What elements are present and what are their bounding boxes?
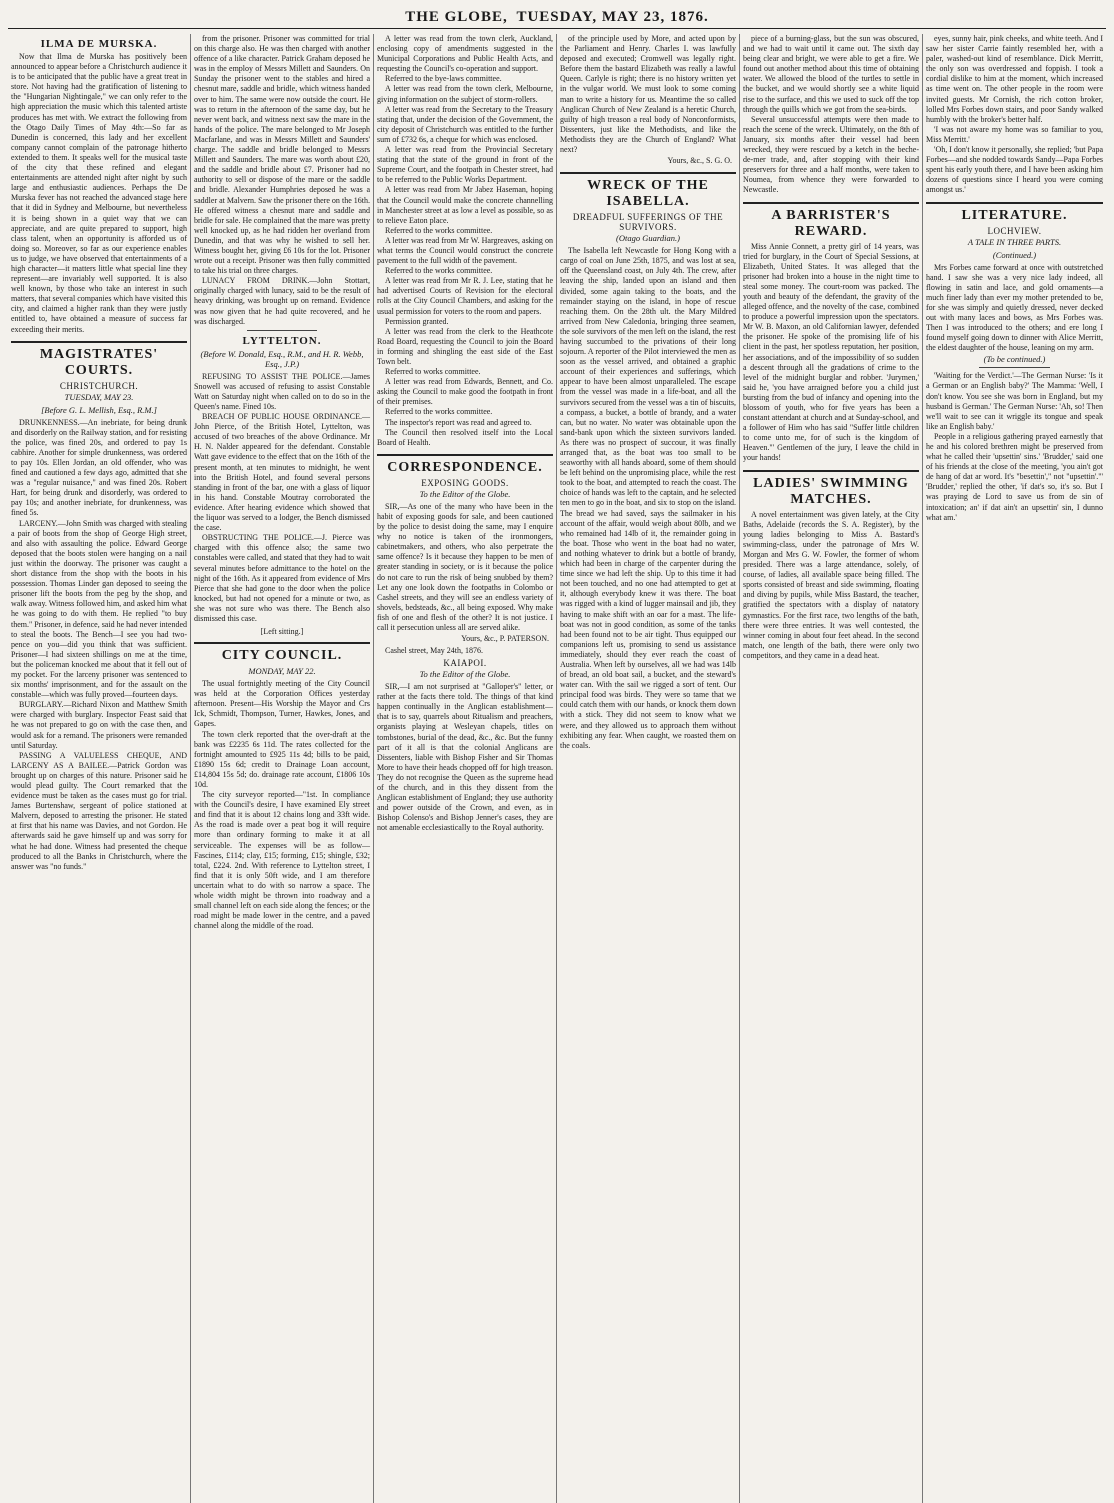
article-paragraph: Referred to the bye-laws committee. bbox=[385, 74, 502, 84]
article-paragraph: SIR,—I am not surprised at "Galloper's" letter, or rather at the facts there told. The things of that kind happen continually in the Anglican establishment—that is to say, quarrels about Ritualism and preachers, organists playing at Wesleyan chapels, titles on tombstones, burial of the dead, &c., &c. But the funny part of it all is that the colonial Anglicans are Dissenters, liable with Bishop Fisher and Sir Thomas More to have their heads chopped off for high treason. They do not recognise the Queen as the supreme head of the church, and in this they dissent from the Anglican establishment of England; they use authority and power outside of the Crown, and even, as in Bishop Colenso's and Bishop Jenner's cases, they are not amenable ecclesiastically to the Royal authority. bbox=[377, 682, 553, 833]
article-paragraph: A letter was read from the town clerk, Melbourne, giving information on the subject of storm-rollers. bbox=[377, 84, 553, 104]
article-paragraph: BURGLARY.—Richard Nixon and Matthew Smith were charged with burglary. Inspector Feast said that he was not prepared to go on with the case then, and would ask for a remand. The prisoners were remanded until Saturday. bbox=[11, 700, 187, 750]
article-paragraph: The Council then resolved itself into the Local Board of Health. bbox=[377, 427, 553, 447]
article-paragraph: The Isabella left Newcastle for Hong Kong with a cargo of coal on June 25th, 1875, and was lost at sea, off the Queensland coast, on July 4th. The crew, after leaving the ship, landed upon an island and then divided, some again taking to the boats, and the remainder staying on the island, in hope of rescue reaching them. On the 28th ult. the Mary Mildred arrived from New Caledonia, bringing three seamen, the sole survivors of the men left on the island, the rest having succumbed to the privations of their long sojourn. A reporter of the Pilot interviewed the men as soon as the vessel arrived, and obtained a graphic account of their experiences and sufferings, which appear to have been almost unparalleled. The escape from the vessel was made in a life-boat, and all the survivors secured from the vessel was a tin of biscuits, a compass, a bucket, a bottle of brandy, and a water can, but no water. No water was obtainable upon the sand-bank upon which the sixteen survivors landed. As there was no prospect of succour, it was finally arranged that, as the boat was too small to be seaworthy with all hands aboard, some of them should be left behind on the unpromising place, while the rest took to the boat, and attempted to reach the coast. The choice of hands was left to the captain, and he selected ten men to go in the boat, and six to stop on the island. The bread we had saved, says the sailmaker in his account of the affair, would weigh about 80lb, and we who remained had 14lb of it, the remainder going in the boat. Those who went in the boat had no water, and nothing whatever to drink but a bottle of brandy, which had been in charge of the carpenter during the time since we had left the ship. Up to this time it had not been touched, and no one had attempted to get at it, although everybody knew it was there. The boat was rigged with a kind of lugger mainsail and jib, they having to make shift with an oar for a mast. The life-boat was not in good condition, as some of the tanks had been found not to be air tight. Thus equipped our companions left us, promising to send us assistance immediately, should they ever reach the coast of Australia. When left by ourselves, all we had was 14lb of bread, an old boat sail, a bucket, and the steward's water can. With the sail we rigged a sort of tent. Our principal food was birds. They were so tame that we could catch them with our hands, or knock them down with a stick. They did not seem to know what we were, and they allowed us to approach them without exhibiting any fear. When caught, we roasted them on the coals. bbox=[560, 246, 736, 750]
article-paragraph: A letter was read from the Secretary to the Treasury stating that, under the decision of the Government, the city deposit of Christchurch was entitled to the further sum of £732 6s, a cheque for which was enclosed. bbox=[377, 104, 553, 144]
article-paragraph: The city surveyor reported—"1st. In compliance with the Council's desire, I have examined Ely street and find that it is about 12 chains long and 33ft wide. As the road is made over a peat bog it will require more than ordinary forming to make it at all serviceable. The expenses will be as follow—Fascines, £114; clay, £15; forming, £15; shingle, £32; total, £224. 2nd. With reference to Lyttelton street, I find that it is only 50ft wide, and I am therefore uncertain what to do with so narrow a space. The whole width might be thrown into roadway and a small channel left on each side along the fences; or the road might be made lower in the centre, and a paved channel along the middle of the road. bbox=[194, 790, 370, 931]
article-paragraph: Referred to works committee. bbox=[385, 367, 481, 377]
column-1 bbox=[8, 34, 191, 1503]
subheading: DREADFUL SUFFERINGS OF THE SURVIVORS. bbox=[572, 212, 724, 233]
continued-note: (Continued.) bbox=[992, 249, 1037, 260]
section-heading: MAGISTRATES' COURTS. bbox=[11, 341, 187, 379]
divider bbox=[247, 330, 317, 331]
masthead-date: TUESDAY, MAY 23, 1876. bbox=[516, 8, 709, 25]
section-heading: A BARRISTER'S REWARD. bbox=[743, 202, 919, 240]
column-2 bbox=[191, 34, 374, 1503]
section-heading: CORRESPONDENCE. bbox=[377, 454, 553, 476]
letter-dateline: Cashel street, May 24th, 1876. bbox=[385, 646, 483, 656]
column-3 bbox=[374, 34, 557, 1503]
article-paragraph: OBSTRUCTING THE POLICE.—J. Pierce was charged with this offence also; the same two constables were called, and stated that they had to wait several minutes before admittance to the hotel on the night of the 16th. As it appeared from evidence of Mrs Pierce that she had gone to the door when the police knocked, but had not opened for a minute or two, as she was not sure who was there. The Bench also dismissed this case. bbox=[194, 533, 370, 623]
section-heading: WRECK OF THE ISABELLA. bbox=[560, 172, 736, 210]
left-sitting-note: [Left sitting.] bbox=[260, 627, 304, 637]
article-paragraph: LUNACY FROM DRINK.—John Stottart, originally charged with lunacy, said to be the result of heavy drinking, was brought up on remand. Evidence was now given that he had quite recovered, and he was discharged. bbox=[194, 276, 370, 326]
letter-signature: Yours, &c., S. G. O. bbox=[667, 156, 732, 166]
article-paragraph: 'Oh, I don't know it personally, she replied; 'but Papa Forbes—and she nodded towards Sandy—Papa Forbes spent his early youth there, and I have been asking him dozens of questions since I heard you were coming amongst us.' bbox=[926, 145, 1103, 195]
section-heading: LITERATURE. bbox=[926, 202, 1103, 224]
to-be-continued-note: (To be continued.) bbox=[983, 354, 1046, 365]
article-paragraph: A letter was read from Mr R. J. Lee, stating that he had advertised Courts of Revision for the electoral rolls at the City Council Chambers, and asking for the usual permission for voters to the room and papers. bbox=[377, 276, 553, 316]
article-heading: ILMA DE MURSKA. bbox=[40, 38, 158, 50]
article-paragraph: Referred to the works committee. bbox=[385, 407, 493, 417]
article-paragraph: Several unsuccessful attempts were then made to reach the scene of the wreck. Ultimately, on the 8th of January, six months after their vessel had been wrecked, they were rescued by a ketch in the beche-de-mer trade, and, after stopping with their kind preservers for three and a half months, were taken to Noumea, from whence they were forwarded to Newcastle. bbox=[743, 114, 919, 195]
article-paragraph: A letter was read from Edwards, Bennett, and Co. asking the Council to make good the footpath in front of their premises. bbox=[377, 377, 553, 407]
article-paragraph: BREACH OF PUBLIC HOUSE ORDINANCE.—John Pierce, of the British Hotel, Lyttelton, was accused of two breaches of the above Ordinance. Mr H. N. Nalder appeared for the defendant. Constable Watt gave evidence to the effect that on the 16th of the present month, at ten minutes to midnight, he went into the British Hotel, and found several persons standing in front of the bar, one with a glass of liquor in his hand. Constable Moutray corroborated the evidence. After hearing evidence which showed that the liquor was served to a lodger, the Bench dismissed the case. bbox=[194, 412, 370, 533]
masthead bbox=[8, 6, 1106, 29]
column-6 bbox=[923, 34, 1106, 1503]
article-paragraph: A letter was read from Mr Jabez Haseman, hoping that the Council would make the concrete channelling in Manchester street at as low a level as possible, so as to relieve Eaton place. bbox=[377, 185, 553, 225]
article-paragraph: A novel entertainment was given lately, at the City Baths, Adelaide (records the S. A. Register), by the young ladies belonging to Miss A. Bastard's swimming-class, under the patronage of Mrs W. Morgan and Mrs G. W. Fowler, the former of whom presided. There was a large attendance, solely, of course, of ladies, all available space being filled. The sports consisted of breast and side swimming, floating and diving by pupils, while Miss Bastard, the teacher, gratified the spectators with a display of natatory gymnastics. For the first race, two lengths of the bath, there were three entries. It was well contested, the winner coming in about four feet ahead. In the second match, one length of the bath, there were only two competitors, and they came in a dead heat. bbox=[743, 509, 919, 660]
article-paragraph: Mrs Forbes came forward at once with outstretched hand. I saw she was a very nice lady indeed, all flowing in satin and lace, and gold ornaments—a much finer lady than ever my mother pretended to be, for she was simply and quietly dressed, never decked out with many laces and bows, as Mrs Forbes was. Then I was introduced to the others; and ere long I found myself going down to dinner with Alice Merritt, the eldest daughter of the house, leaning on my arm. bbox=[926, 262, 1103, 353]
article-paragraph: People in a religious gathering prayed earnestly that he and his colored brethren might be preserved from what he called their 'upsettin' sins.' 'Brudder,' said one of his friends at the close of the meeting, 'you ain't got de hang of dat ar word. It's "besettin'," not "upsettin'."' 'Brudder,' replied the other, 'if dat's so, it's so. But I was praying de Lord to save us from de sin of intoxication; an' if dat ain't an upsettin' sin, I dunno what am.' bbox=[926, 431, 1103, 522]
article-paragraph: 'Waiting for the Verdict.'—The German Nurse: 'Is it a German or an English baby?' The Mamma: 'Well, I don't know. You see she was born in England, but my husband is German.' The German Nurse: 'Ah, so! Then we'll wait to see can it wriggle its tongue and speak like an English baby.' bbox=[926, 371, 1103, 431]
subsection-heading: CHRISTCHURCH. bbox=[59, 380, 139, 391]
article-paragraph: of the principle used by More, and acted upon by the Parliament and Henry. Charles I. was lawfully deposed and executed; Cromwell was legally right. Before them the bastard Elizabeth was really a lawful Queen. Carlyle is right; there is no history written yet in the vulgar world. We must look to some coming man to write a history for us. Meantime the so called Anglican Church of New Zealand is a heretic Church, guilty of high treason a real body of Nonconformists, Dissenters, just like the Methodists, and like the Methodists they are the Church of England? What next? bbox=[560, 34, 736, 155]
masthead-title: THE GLOBE, bbox=[405, 8, 508, 25]
article-paragraph: Referred to the works committee. bbox=[385, 225, 493, 235]
article-paragraph: The inspector's report was read and agreed to. bbox=[385, 417, 532, 427]
section-heading: LADIES' SWIMMING MATCHES. bbox=[743, 470, 919, 508]
date-line: TUESDAY, MAY 23. bbox=[64, 391, 134, 402]
article-paragraph: piece of a burning-glass, but the sun was obscured, and we had to wait until it came out. The sixth day being clear and bright, we were able to get a fire. We found out another method about this time of obtaining water. We allowed the blood of the turtles to settle in the bucket, and we would shortly see a white liquid rise to the surface, and this we used to suck off the top through the quills which we got from the sea-birds. bbox=[743, 34, 919, 114]
bench-line: (Before W. Donald, Esq., R.M., and H. R. Webb, Esq., J.P.) bbox=[200, 348, 364, 369]
article-paragraph: The usual fortnightly meeting of the City Council was held at the Corporation Offices yesterday afternoon. Present—His Worship the Mayor and Crs Ick, Schmidt, Thompson, Turner, Hawkes, Jones, and Gapes. bbox=[194, 679, 370, 729]
bench-line: [Before G. L. Mellish, Esq., R.M.] bbox=[41, 404, 157, 415]
subsection-heading: LYTTELTON. bbox=[242, 334, 322, 347]
column-4 bbox=[557, 34, 740, 1503]
article-paragraph: Permission granted. bbox=[385, 316, 449, 326]
letter-address: To the Editor of the Globe. bbox=[419, 669, 511, 680]
article-paragraph: A letter was read from Mr W. Hargreaves, asking on what terms the Council would construct the concrete pavement to the full width of the pavement. bbox=[377, 235, 553, 266]
column-5 bbox=[740, 34, 923, 1503]
section-heading: CITY COUNCIL. bbox=[194, 642, 370, 664]
letter-signature: Yours, &c., P. PATERSON. bbox=[461, 634, 549, 644]
article-paragraph: The town clerk reported that the over-draft at the bank was £2235 6s 11d. The rates collected for the fortnight amounted to £925 11s 4d; bills to be paid, £1890 15s 6d; credit to Drainage Loan account, £14,804 15s 5d; do. drainage rate account, £1806 10s 10d. bbox=[194, 729, 370, 789]
article-paragraph: from the prisoner. Prisoner was committed for trial on this charge also. He was then charged with another offence of a like character. Patrick Graham deposed he was in the employ of Messrs Millett and Saunders. On Sunday the prisoner went to the stables and hired a chesnut mare, saddle and bridle, which witness handed over to him. The same were now outside the court. He was to return in the afternoon of the same day, but he never went back, and witness next saw the mare in the hands of the police. The mare belonged to Mr Joseph Macfarlane, and was in Messrs Millett and Saunders' charge. The saddle and bridle belonged to Messrs Millett and Saunders. The mare was worth about £20, and the saddle and bridle about £7. Prisoner had no authority to sell or dispose of the mare or the saddle and bridle. Alexander Humphries deposed he was a saddler at Malvern. Saw the prisoner there on the 16th. He offered witness a chesnut mare and saddle and bridle for sale. He complained that the mare was pretty well knocked up, as he had ridden her overland from Dunedin, and that was why he wished to sell her. Witness bought her, giving £6 10s for the lot. Prisoner wrote out a receipt. Prisoner was then fully committed to take his trial on three charges. bbox=[194, 34, 370, 276]
article-paragraph: REFUSING TO ASSIST THE POLICE.—James Snowell was accused of refusing to assist Constable Watt on Saturday night when called on to do so in the Queen's name. Fined 10s. bbox=[194, 371, 370, 411]
source-line: (Otago Guardian.) bbox=[616, 233, 680, 244]
letter-heading: KAIAPOI. bbox=[443, 658, 487, 669]
article-paragraph: Miss Annie Connett, a pretty girl of 14 years, was tried for burglary, in the Court of Special Sessions, at Elizabeth, United States. It was alleged that the prisoner had broken into a house in the night time to steal some money. The court-room was packed. The youth and beauty of the defendant, the gravity of the alleged offence, and the novelty of the case, combined to produce a powerful impression upon the spectators. Mr W. B. Maxon, an old Californian lawyer, defended the prisoner. He spoke of the promising life of his client in the past, her spotless reputation, her position, her associations, and of the impossibility of so sudden a descent through all the gradations of crime to the level of the midnight burglar and robber. 'Jurymen,' said he, 'you have arraigned before you a child just bursting from the bud of infancy and opening into the blossom of youth, who for five years has been a constant attendant at church and at Sunday-school, and a follower of Him who has said "Suffer little children to come unto me, for of such is the kingdom of Heaven."' Gentlemen of the jury, I leave the child in your hands! bbox=[743, 241, 919, 463]
story-subtitle: A TALE IN THREE PARTS. bbox=[967, 236, 1062, 247]
article-paragraph: PASSING A VALUELESS CHEQUE, AND LARCENY AS A BAILEE.—Patrick Gordon was brought up on charges of this nature. Prisoner said he would plead guilty. The Court remarked that the evidence must be taken as the cases must go for trial. James Burtenshaw, sergeant of police stationed at Malvern, deposed to arresting the prisoner. He stated at first that his name was Davies, and not Gordon. He afterwards said he gave himself up and was sorry for what he had done. Witness had presented the cheque produced to all the Banks in Christchurch, where the answer was "no funds." bbox=[11, 750, 187, 871]
article-paragraph: DRUNKENNESS.—An inebriate, for being drunk and disorderly on the Railway station, and for resisting the police, was fined 20s, and ordered to pay 1s cabhire. Another for simple drunkenness, was ordered to pay 10s. Ellen Jordan, an old offender, who was fined and cautioned a few days ago, admitted that she was a "regular nuisance," and was fined 20s. Robert Hart, for being drunk and disorderly, was ordered to pay 10s; and another inebriate, for drunkenness, was fined 5s. bbox=[11, 417, 187, 518]
article-paragraph: eyes, sunny hair, pink cheeks, and white teeth. And I saw her sister Carrie faintly resembled her, with a paler, washed-out kind of resemblance. Dick Merritt, the only son was overdressed and foppish. I took a cordial dislike to him at the moment, which increased as time went on. The other people in the room were invited guests. Mr Cornish, the rich cotton broker, lolled Mrs Forbes down stairs, and poor Sandy walked humbly with the broker's better half. bbox=[926, 34, 1103, 124]
story-title: LOCHVIEW. bbox=[987, 225, 1042, 236]
letter-address: To the Editor of the Globe. bbox=[419, 488, 511, 499]
date-line: MONDAY, MAY 22. bbox=[248, 666, 316, 677]
article-paragraph: A letter was read from the Provincial Secretary stating that the state of the ground in front of the Supreme Court, and the footpath in Chester street, had to be referred to the Public Works Department. bbox=[377, 145, 553, 185]
article-paragraph: SIR,—As one of the many who have been in the habit of exposing goods for sale, and been cautioned by the police to desist doing the same, may I enquire why no notice is taken of the ironmongers, cabinetmakers, and others, who also perpetrate the same offence? Is it because they happen to be men of greater standing in society, or is it because the police do not care to run the risk of being snubbed by them? Let any one look down the footpaths in Colombo or Cashel streets, and they will see an endless variety of shovels, bedsteads, &c., all being exposed. Why make fish of one and flesh of the other? It is not justice. I call it persecution unless all are served alike. bbox=[377, 501, 553, 632]
article-paragraph: A letter was read from the town clerk, Auckland, enclosing copy of amendments suggested in the Municipal Corporations and Public Health Acts, and requesting the Council's co-operation and support. bbox=[377, 34, 553, 74]
letter-heading: EXPOSING GOODS. bbox=[421, 477, 509, 488]
article-paragraph: Now that Ilma de Murska has positively been announced to appear before a Christchurch audience it is to be anticipated that the public have a great treat in store. Not having had the gratification of listening to the "Hungarian Nightingale," we can only refer to the high appreciation the music which this talented artiste produces has met with. We extract the following from the Otago Daily Times of May 4th:—So far as Dunedin is concerned, this lady and her excellent company cannot complain of the patronage hitherto extended to them. It speaks well for the musical taste of the city that these refined and elegant entertainments are attended night after night by such large and enthusiastic audiences. Perhaps the De Murska fever has not reached the advanced stage here that it did in Sydney and Melbourne, but nevertheless it is being shown in a quiet way that we can appreciate, and are quite prepared to support, high class talent, when an opportunity is afforded us of doing so. Moreover, so far as our experience enables us to judge, we have observed that entertainments of a high character—it matters little what special line they represent—are invariably well supported. It is also well known, by those who take an interest in such matters, that several companies which have visited this city, and claimed a higher rank than they were justly entitled to, have obtained a measure of success far exceeding their merits. bbox=[11, 52, 187, 334]
divider bbox=[979, 367, 1050, 368]
article-paragraph: LARCENY.—John Smith was charged with stealing a pair of boots from the shop of George High street, and also with assaulting the police. Edward George deposed that the boots stolen were hanging on a nail just within the doorway. The prisoner was caught a short distance from the shop with the boots in his possession. Thomas Linder gan deposed to seeing the prisoner lift the boots from the peg by the shop, and walk away. Witness followed him, and asked him what he was going to do with them. He replied "to buy them." Prisoner, in defence, said he had never intended to steal the boots. The Bench—I see you had two-pence on you—did you think that was sufficient. Prisoner—I had sixteen shillings on me at the time, but the policeman knocked me about that it fell out of my pocket. For the larceny prisoner was sentenced to six months' imprisonment, and for the assault on the constable—which was fully proved—fourteen days. bbox=[11, 518, 187, 700]
article-paragraph: 'I was not aware my home was so familiar to you, Miss Merritt.' bbox=[926, 124, 1103, 144]
article-paragraph: Referred to the works committee. bbox=[385, 266, 493, 276]
article-paragraph: A letter was read from the clerk to the Heathcote Road Board, requesting the Council to join the Board in forming and shingling the east side of the East Town belt. bbox=[377, 326, 553, 366]
